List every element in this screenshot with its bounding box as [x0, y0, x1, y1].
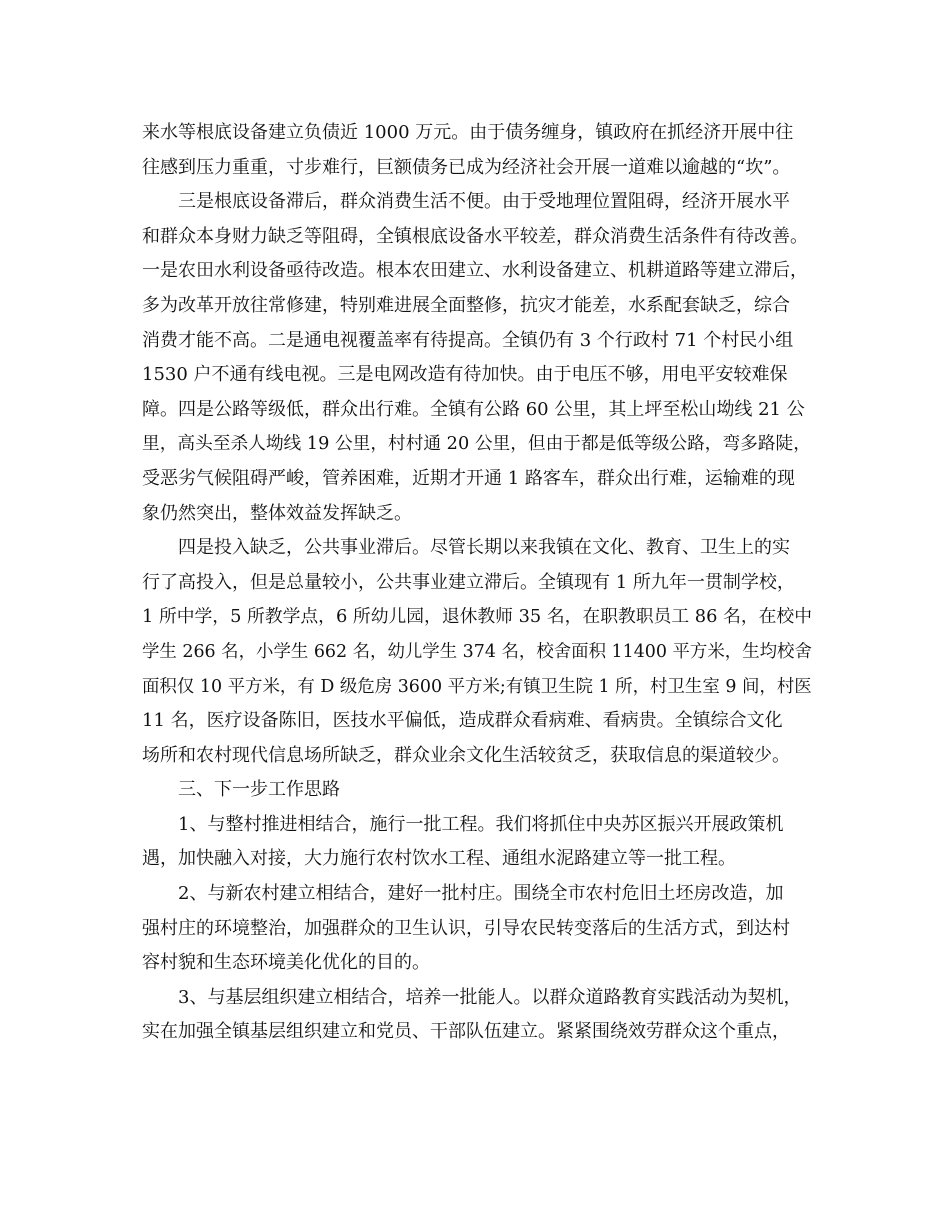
text-line: 2、与新农村建立相结合，建好一批村庄。围绕全市农村危旧土坯房改造，加	[178, 883, 784, 905]
text-line: 1530 户不通有线电视。三是电网改造有待加快。由于电压不够，用电平安较难保	[142, 364, 788, 386]
text-line: 三是根底设备滞后，群众消费生活不便。由于受地理位置阻碍，经济开展水平	[178, 191, 790, 213]
text-line: 场所和农村现代信息场所缺乏，群众业余文化生活较贫乏，获取信息的渠道较少。	[142, 744, 790, 766]
text-line: 行了高投入，但是总量较小，公共事业建立滞后。全镇现有 1 所九年一贯制学校，	[142, 571, 795, 593]
text-line: 象仍然突出，整体效益发挥缺乏。	[142, 502, 412, 524]
text-line: 里，高头至杀人坳线 19 公里，村村通 20 公里，但由于都是低等级公路，弯多路陡，	[142, 434, 811, 455]
text-line: 面积仅 10 平方米，有 D 级危房 3600 平方米;有镇卫生院 1 所，村卫生室 9 间，村医	[142, 676, 812, 697]
text-line: 1 所中学，5 所教学点，6 所幼儿园，退休教师 35 名，在职教职员工 86 名，在校中	[142, 606, 812, 628]
text-line: 消费才能不高。二是通电视覆盖率有待提高。全镇仍有 3 个行政村 71 个村民小组	[142, 329, 794, 351]
text-line: 遇，加快融入对接，大力施行农村饮水工程、通组水泥路建立等一批工程。	[142, 848, 736, 870]
text-line: 学生 266 名，小学生 662 名，幼儿学生 374 名，校舍面积 11400 平方米，生均校舍	[142, 641, 812, 662]
text-line: 容村貌和生态环境美化优化的目的。	[142, 952, 430, 974]
text-line: 3、与基层组织建立相结合，培养一批能人。以群众道路教育实践活动为契机，	[178, 986, 802, 1008]
text-line: 往感到压力重重，寸步难行，巨额债务已成为经济社会开展一道难以逾越的“坎”。	[142, 156, 791, 178]
text-line: 来水等根底设备建立负债近 1000 万元。由于债务缠身，镇政府在抓经济开展中往	[142, 122, 794, 143]
text-line: 和群众本身财力缺乏等阻碍，全镇根底设备水平较差，群众消费生活条件有待改善。	[142, 225, 808, 247]
text-line: 受恶劣气候阻碍严峻，管养困难，近期才开通 1 路客车，群众出行难，运输难的现	[142, 467, 795, 489]
text-line: 一是农田水利设备亟待改造。根本农田建立、水利设备建立、机耕道路等建立滞后，	[142, 260, 808, 282]
document-body	[142, 116, 812, 1050]
text-line: 1、与整村推进相结合，施行一批工程。我们将抓住中央苏区振兴开展政策机	[178, 813, 784, 835]
text-line: 11 名，医疗设备陈旧，医技水平偏低，造成群众看病难、看病贵。全镇综合文化	[142, 710, 783, 732]
text-line: 多为改革开放往常修建，特别难进展全面整修，抗灾才能差，水系配套缺乏，综合	[142, 294, 790, 316]
text-line: 三、下一步工作思路	[178, 779, 340, 801]
text-line: 四是投入缺乏，公共事业滞后。尽管长期以来我镇在文化、教育、卫生上的实	[178, 537, 790, 559]
text-line: 障。四是公路等级低，群众出行难。全镇有公路 60 公里，其上坪至松山坳线 21 公	[142, 398, 805, 420]
text-line: 实在加强全镇基层组织建立和党员、干部队伍建立。紧紧围绕效劳群众这个重点，	[142, 1021, 790, 1043]
text-line: 强村庄的环境整治，加强群众的卫生认识，引导农民转变落后的生活方式，到达村	[142, 917, 790, 939]
